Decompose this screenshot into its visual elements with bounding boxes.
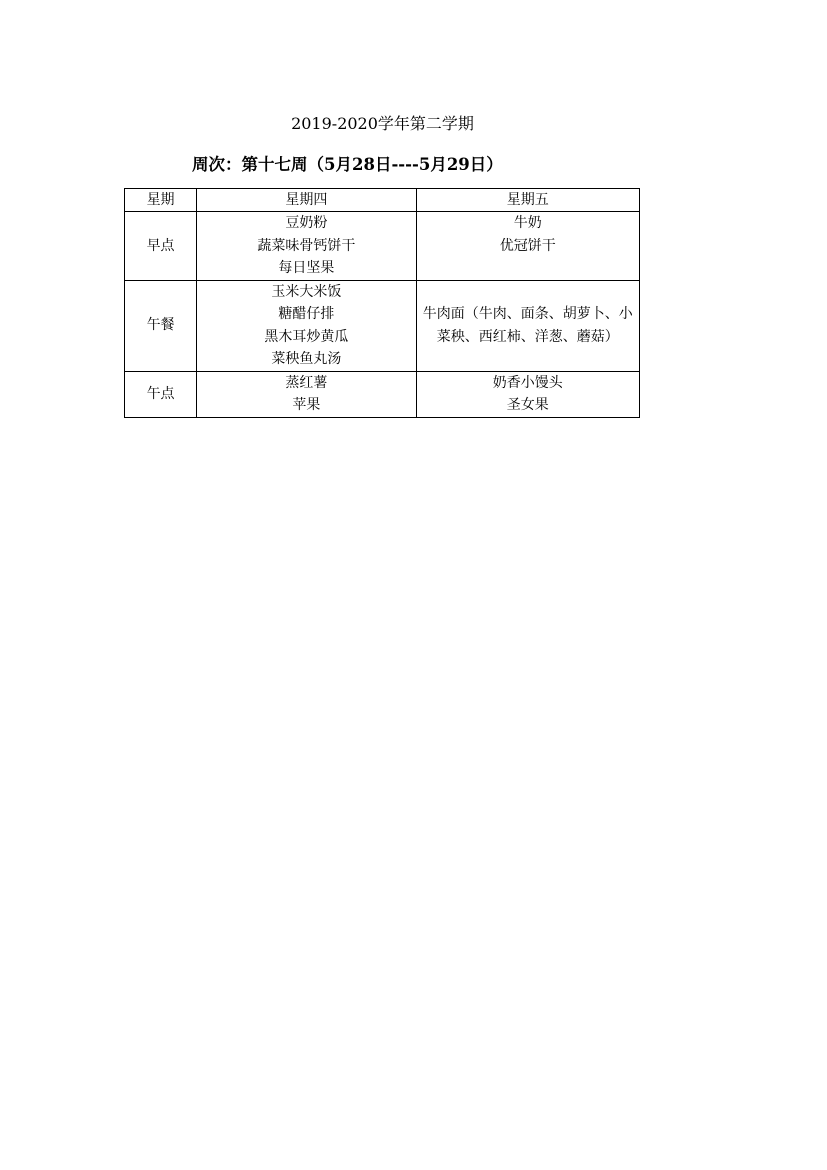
thursday-lunch-cell [197,280,416,371]
menu-item: 优冠饼干 [499,237,556,254]
document-title: 2019-2020学年第二学期 [291,114,474,133]
menu-item: 奶香小馒头 [492,374,563,391]
menu-item: 黑木耳炒黄瓜 [264,328,349,345]
thursday-afternoon-snack-cell [197,371,416,417]
menu-item: 菜秧鱼丸汤 [271,351,342,367]
table-row-breakfast-snack [125,212,640,281]
header-cell-friday: 星期五 [416,189,639,212]
menu-item: 豆奶粉 [285,215,328,231]
friday-afternoon-snack-cell [416,371,639,417]
menu-item: 牛肉面（牛肉、面条、胡萝卜、小菜秧、西红柿、洋葱、蘑菇） [422,306,633,345]
menu-table [124,188,640,418]
row-label-breakfast-snack: 早点 [125,212,197,281]
menu-item: 苹果 [292,397,321,413]
menu-item: 玉米大米饭 [271,283,342,300]
header-cell-weekday: 星期 [125,189,197,212]
menu-item: 蒸红薯 [285,374,328,391]
week-heading: 周次：第十七周（5月28日----5月29日） [192,155,503,174]
table-row-afternoon-snack [125,371,640,417]
friday-breakfast-snack-cell [416,212,639,281]
header-cell-thursday: 星期四 [197,189,416,212]
friday-lunch-cell [416,280,639,371]
menu-item: 蔬菜味骨钙饼干 [257,237,356,254]
menu-item: 糖醋仔排 [278,306,335,322]
table-header-row [125,189,640,212]
row-label-afternoon-snack: 午点 [125,371,197,417]
row-label-lunch: 午餐 [125,280,197,371]
menu-item: 每日坚果 [278,260,335,276]
menu-item: 牛奶 [513,215,542,231]
table-row-lunch [125,280,640,371]
menu-item: 圣女果 [506,397,549,413]
thursday-breakfast-snack-cell [197,212,416,281]
